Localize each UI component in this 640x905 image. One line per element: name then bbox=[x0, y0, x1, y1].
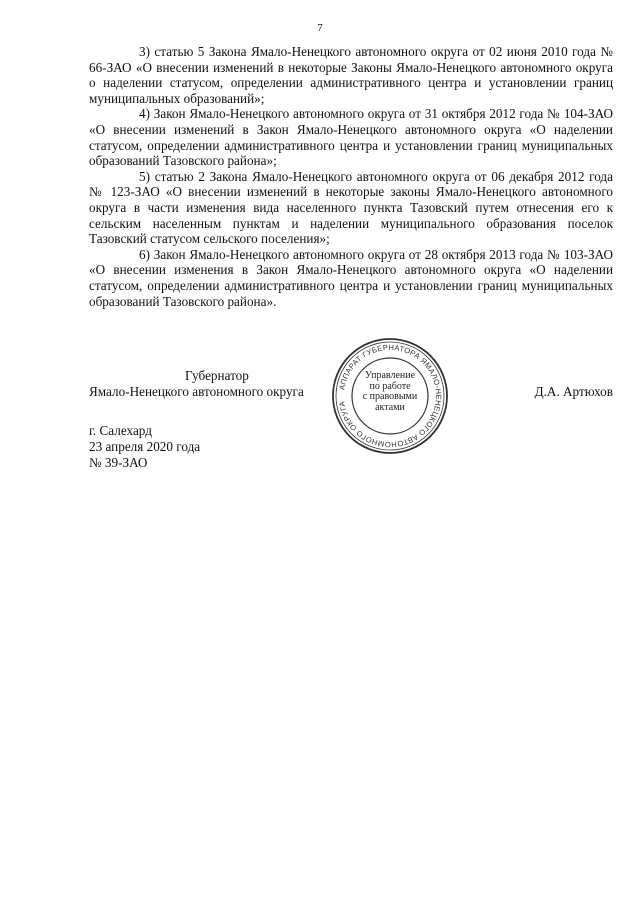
signer-name: Д.А. Артюхов bbox=[534, 384, 613, 399]
law-number: № 39-ЗАО bbox=[89, 455, 148, 470]
seal-line-2: по работе bbox=[369, 380, 411, 392]
document-footer bbox=[89, 423, 200, 471]
place-of-signing: г. Салехард bbox=[89, 423, 152, 438]
official-seal-stamp bbox=[331, 337, 449, 455]
page-number: 7 bbox=[317, 22, 323, 34]
seal-line-3: с правовыми bbox=[362, 391, 418, 402]
list-item-3: 3) статью 5 Закона Ямало-Ненецкого автономного округа от 02 июня 2010 года № 66-ЗАО «О внесении изменений в некоторые Законы Ямало-Ненецкого автономного округа о наделении статусом, определении административного центра и установлении границ муниципальных образований»; bbox=[89, 44, 613, 106]
svg-text:АППАРАТ ГУБЕРНАТОРА ЯМАЛО-НЕНЕ: АППАРАТ ГУБЕРНАТОРА ЯМАЛО-НЕНЕЦКОГО АВТОНОМНОГО ОКРУГА bbox=[337, 342, 444, 450]
date-of-signing: 23 апреля 2020 года bbox=[89, 439, 201, 454]
document-body bbox=[89, 44, 613, 309]
seal-line-1: Управление bbox=[364, 370, 416, 381]
seal-line-4: актами bbox=[375, 401, 405, 413]
list-item-6: 6) Закон Ямало-Ненецкого автономного округа от 28 октября 2013 года № 103-ЗАО «О внесении изменения в Закон Ямало-Ненецкого автономного округа «О наделении статусом, определении административного центра и установлении границ муниципальных образований Тазовского района». bbox=[89, 246, 613, 309]
seal-center-text bbox=[331, 371, 449, 413]
list-item-5: 5) статью 2 Закона Ямало-Ненецкого автономного округа от 06 декабря 2012 года № 123-ЗАО «О внесении изменений в некоторые законы Ямало-Ненецкого автономного округа в части изменения вида населенного пункта Тазовский путем отнесения его к сельским населенным пунктам и наделении муниципального образования поселок Тазовский статусом сельского поселения»; bbox=[89, 168, 613, 247]
signer-title-line1: Губернатор bbox=[185, 368, 249, 383]
list-item-4: 4) Закон Ямало-Ненецкого автономного округа от 31 октября 2012 года № 104-ЗАО «О внесении изменений в Закон Ямало-Ненецкого автономного округа «О наделении статусом, определении административного центра и установлении границ муниципальных образований Тазовского района»; bbox=[89, 106, 613, 169]
signer-title-line2: Ямало-Ненецкого автономного округа bbox=[89, 384, 304, 399]
